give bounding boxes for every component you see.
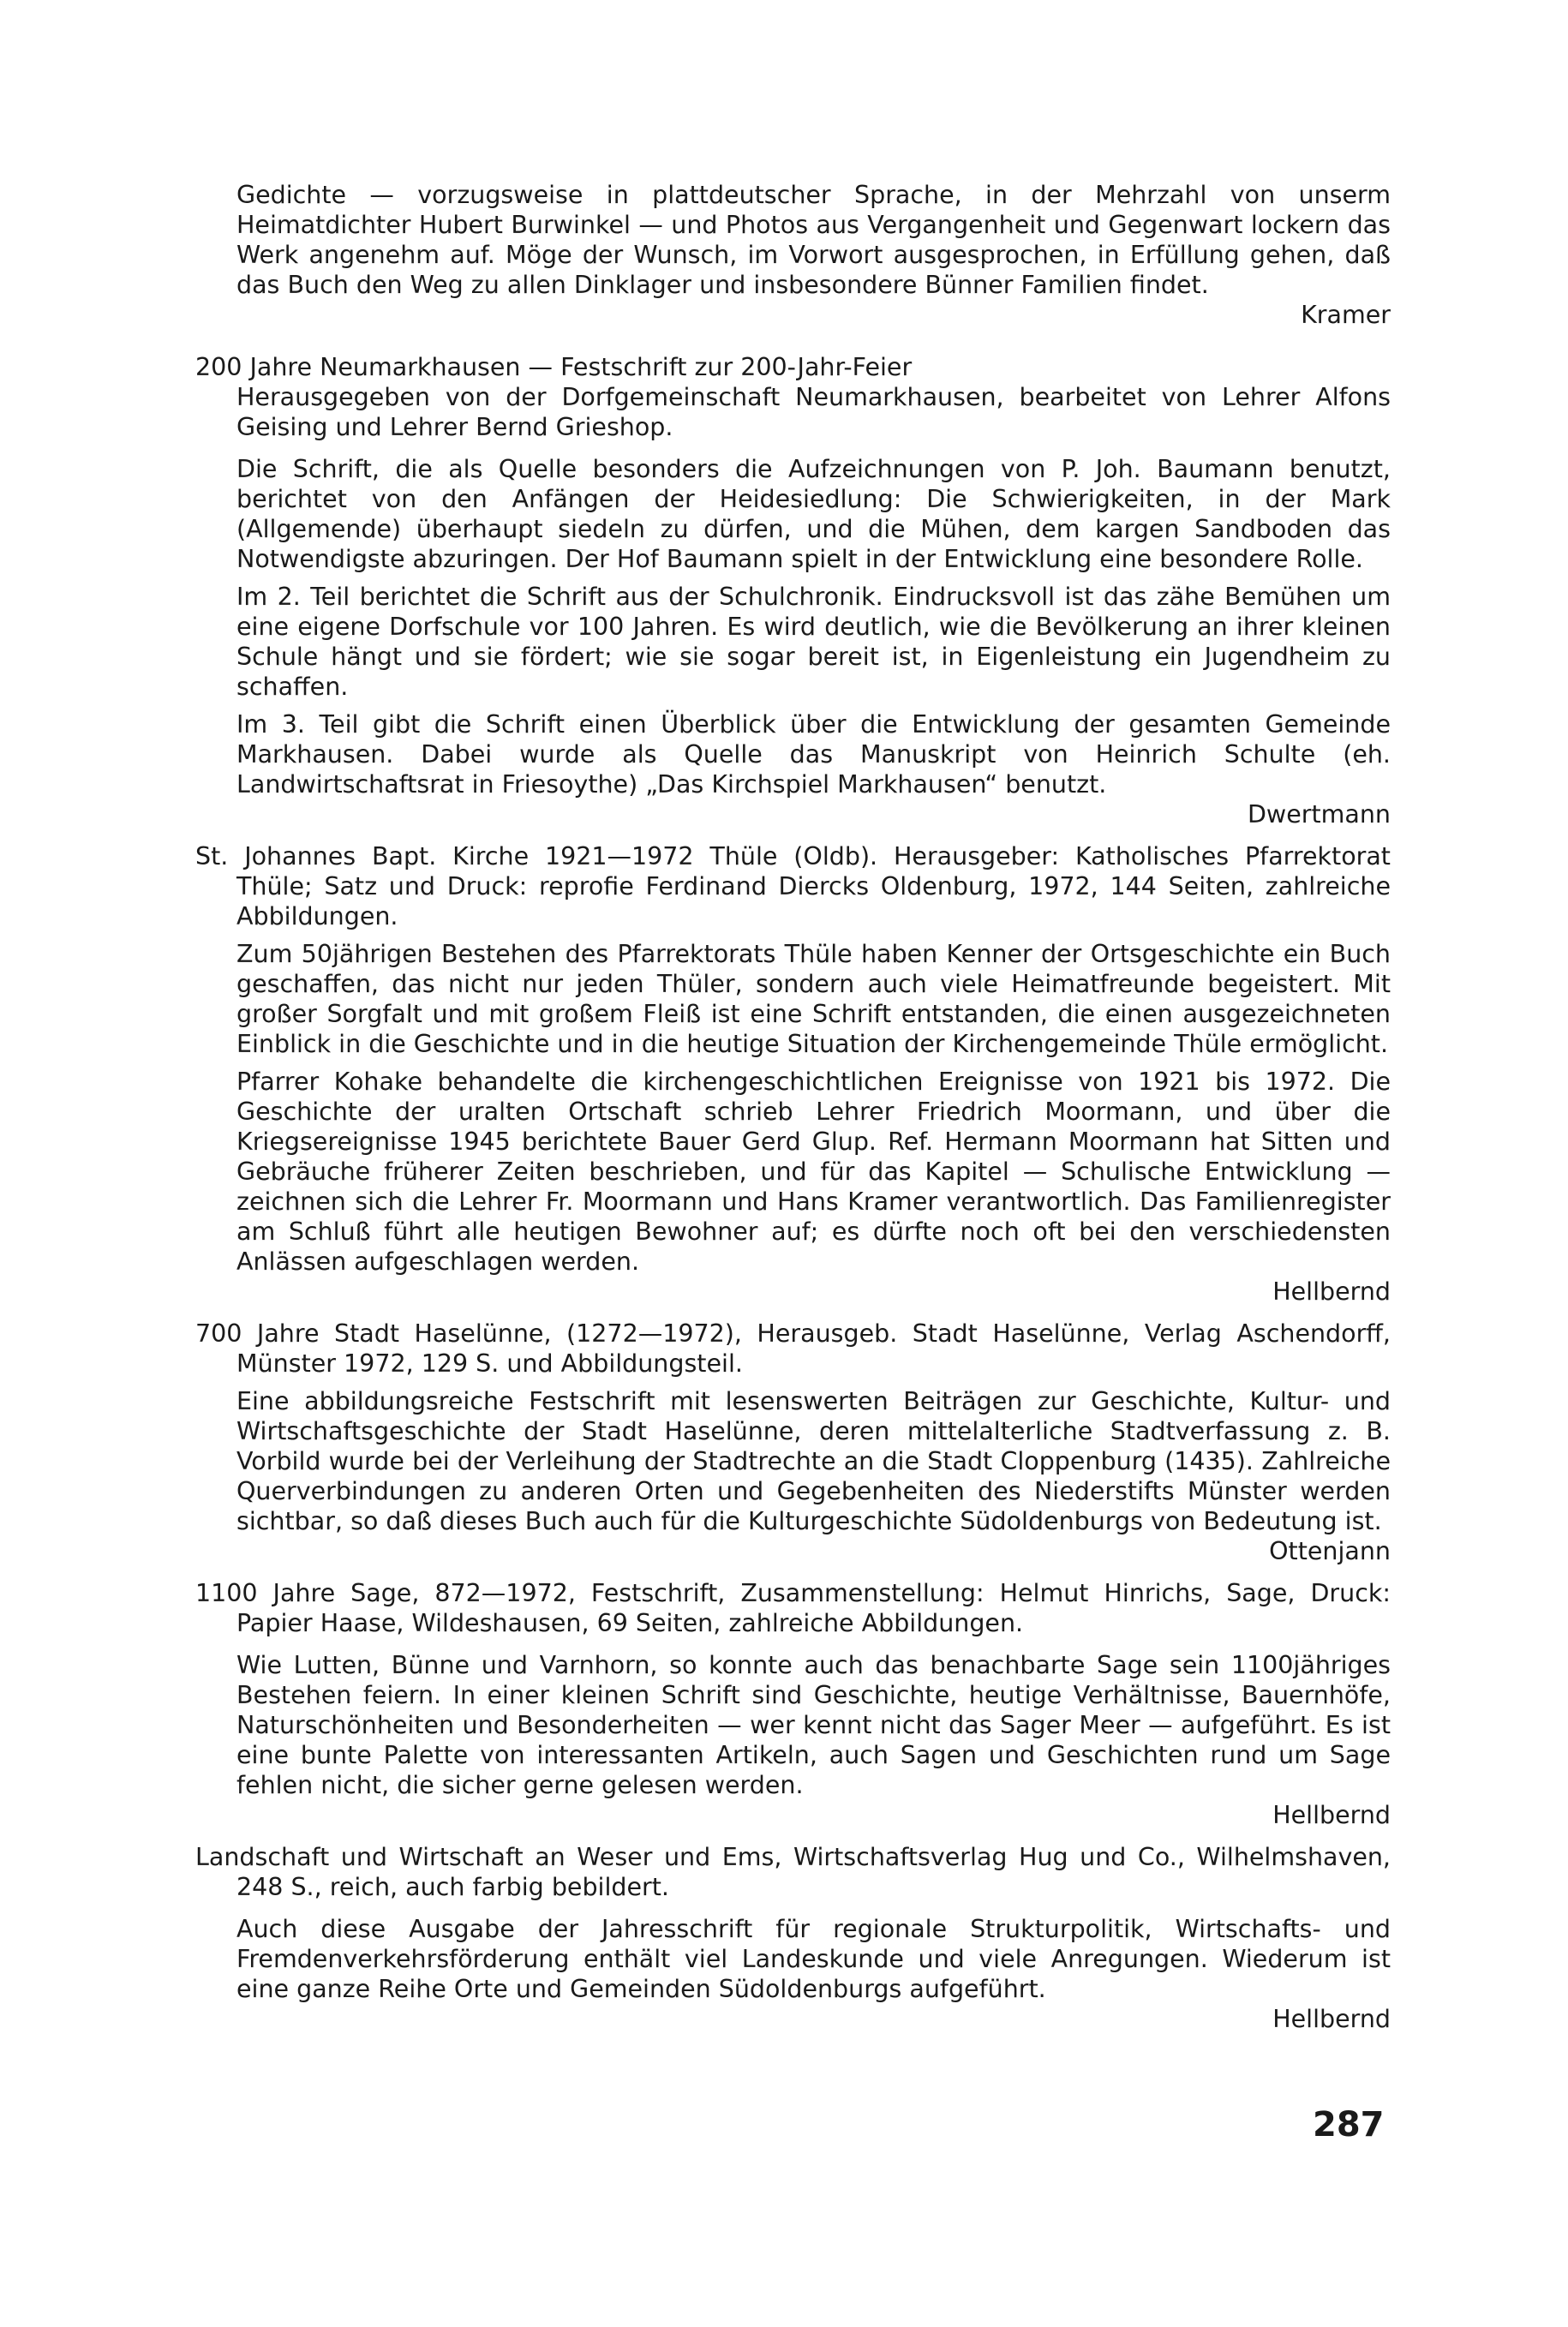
entry-signature: Hellbernd: [1272, 1277, 1391, 1306]
book-reviews-page: [195, 180, 1391, 2034]
entry-signature: Dwertmann: [1247, 800, 1391, 829]
entry-paragraph-with-signature: [195, 709, 1391, 829]
entry-heading: Landschaft und Wirtschaft an Weser und Ems, Wirtschaftsverlag Hug und Co., Wilhelmshaven, 248 S., reich, auch farbig bebildert.: [195, 1843, 1391, 1901]
entry-heading: 200 Jahre Neumarkhausen — Festschrift zur 200-Jahr-Feier: [195, 353, 913, 381]
review-entry-neumarkhausen: [195, 352, 1391, 829]
entry-signature: Hellbernd: [1272, 1801, 1391, 1829]
entry-signature: Ottenjann: [1269, 1537, 1391, 1565]
entry-paragraph: Pfarrer Kohake behandelte die kirchengeschichtlichen Ereignisse von 1921 bis 1972. Die Geschichte der uralten Ortschaft schrieb Lehrer Friedrich Moormann, und über die Kriegsereignisse 1945 berichtete Bauer Gerd Glup. Ref. Hermann Moormann hat Sitten und Gebräuche früherer Zeiten beschrieben, und für das Kapitel — Schulische Entwicklung — zeichnen sich die Lehrer Fr. Moormann und Hans Kramer verantwortlich. Das Familienregister am Schluß führt alle heutigen Bewohner auf; es dürfte noch oft bei den verschiedensten Anlässen aufgeschlagen werden.: [236, 1068, 1391, 1276]
entry-paragraph: Zum 50jährigen Bestehen des Pfarrektorats Thüle haben Kenner der Ortsgeschichte ein Buch geschaffen, das nicht nur jeden Thüler, sondern auch viele Heimatfreunde begeistert. Mit großer Sorgfalt und mit großem Fleiß ist eine Schrift entstanden, die einen ausgezeichneten Einblick in die Geschichte und in die heutige Situation der Kirchengemeinde Thüle ermöglicht.: [236, 940, 1391, 1058]
review-entry-haseluenne: [195, 1319, 1391, 1566]
entry-heading: 1100 Jahre Sage, 872—1972, Festschrift, Zusammenstellung: Helmut Hinrichs, Sage, Druck: Papier Haase, Wildeshausen, 69 Seiten, zahlreiche Abbildungen.: [195, 1579, 1391, 1637]
entry-paragraph: Im 2. Teil berichtet die Schrift aus der Schulchronik. Eindrucksvoll ist das zähe Bemühen um eine eigene Dorfschule vor 100 Jahren. Es wird deutlich, wie die Bevölkerung an ihrer kleinen Schule hängt und sie fördert; wie sie sogar bereit ist, in Eigenleistung ein Jugendheim zu schaffen.: [236, 583, 1391, 701]
entry-heading-publisher: Herausgegeben von der Dorfgemeinschaft Neumarkhausen, bearbeitet von Lehrer Alfons Geising und Lehrer Bernd Grieshop.: [236, 383, 1391, 441]
entry-heading: St. Johannes Bapt. Kirche 1921—1972 Thüle (Oldb). Herausgeber: Katholisches Pfarrektorat Thüle; Satz und Druck: reprofie Ferdinand Diercks Oldenburg, 1972, 144 Seiten, zahlreiche Abbildungen.: [195, 842, 1391, 930]
entry-paragraph: Wie Lutten, Bünne und Varnhorn, so konnte auch das benachbarte Sage sein 1100jähriges Bestehen feiern. In einer kleinen Schrift sind Geschichte, heutige Verhältnisse, Bauernhöfe, Naturschönheiten und Besonderheiten — wer kennt nicht das Sager Meer — aufgeführt. Es ist eine bunte Palette von interessanten Artikeln, auch Sagen und Geschichten rund um Sage fehlen nicht, die sicher gerne gelesen werden.: [236, 1651, 1391, 1799]
review-entry-thuele: [195, 841, 1391, 1307]
entry-signature: Hellbernd: [1272, 2005, 1391, 2033]
page-number: 287: [1313, 2105, 1385, 2145]
intro-paragraph: Gedichte — vorzugsweise in plattdeutscher Sprache, in der Mehrzahl von unserm Heimatdichter Hubert Burwinkel — und Photos aus Vergangenheit und Gegenwart lockern das Werk angenehm auf. Möge der Wunsch, im Vorwort ausgesprochen, in Erfüllung gehen, daß das Buch den Weg zu allen Dinklager und insbesondere Bünner Familien findet.: [236, 181, 1391, 299]
entry-paragraph: Auch diese Ausgabe der Jahresschrift für regionale Strukturpolitik, Wirtschafts- und Fremdenverkehrsförderung enthält viel Landeskunde und viele Anregungen. Wiederum ist eine ganze Reihe Orte und Gemeinden Südoldenburgs aufgeführt.: [236, 1915, 1391, 2003]
entry-paragraph: Die Schrift, die als Quelle besonders die Aufzeichnungen von P. Joh. Baumann benutzt, berichtet von den Anfängen der Heidesiedlung: Die Schwierigkeiten, in der Mark (Allgemende) überhaupt siedeln zu dürfen, und die Mühen, dem kargen Sandboden das Notwendigste abzuringen. Der Hof Baumann spielt in der Entwicklung eine besondere Rolle.: [236, 455, 1391, 573]
entry-paragraph: Eine abbildungsreiche Festschrift mit lesenswerten Beiträgen zur Geschichte, Kultur- und Wirtschaftsgeschichte der Stadt Haselünne, deren mittelalterliche Stadtverfassung z. B. Vorbild wurde bei der Verleihung der Stadtrechte an die Stadt Cloppenburg (1435). Zahlreiche Querverbindungen zu anderen Orten und Gegebenheiten des Niederstifts Münster werden sichtbar, so daß dieses Buch auch für die Kulturgeschichte Südoldenburgs von Bedeutung ist.: [236, 1387, 1391, 1535]
intro-signature: Kramer: [1301, 301, 1391, 329]
entry-heading: 700 Jahre Stadt Haselünne, (1272—1972), Herausgeb. Stadt Haselünne, Verlag Aschendorff, Münster 1972, 129 S. und Abbildungsteil.: [195, 1319, 1391, 1378]
entry-paragraph: Im 3. Teil gibt die Schrift einen Überblick über die Entwicklung der gesamten Gemeinde Markhausen. Dabei wurde als Quelle das Manuskript von Heinrich Schulte (eh. Landwirtschaftsrat in Friesoythe) „Das Kirchspiel Markhausen“ benutzt.: [236, 710, 1391, 799]
review-entry-sage: [195, 1578, 1391, 1830]
review-entry-weser-ems: [195, 1842, 1391, 2034]
intro-review: [195, 180, 1391, 330]
